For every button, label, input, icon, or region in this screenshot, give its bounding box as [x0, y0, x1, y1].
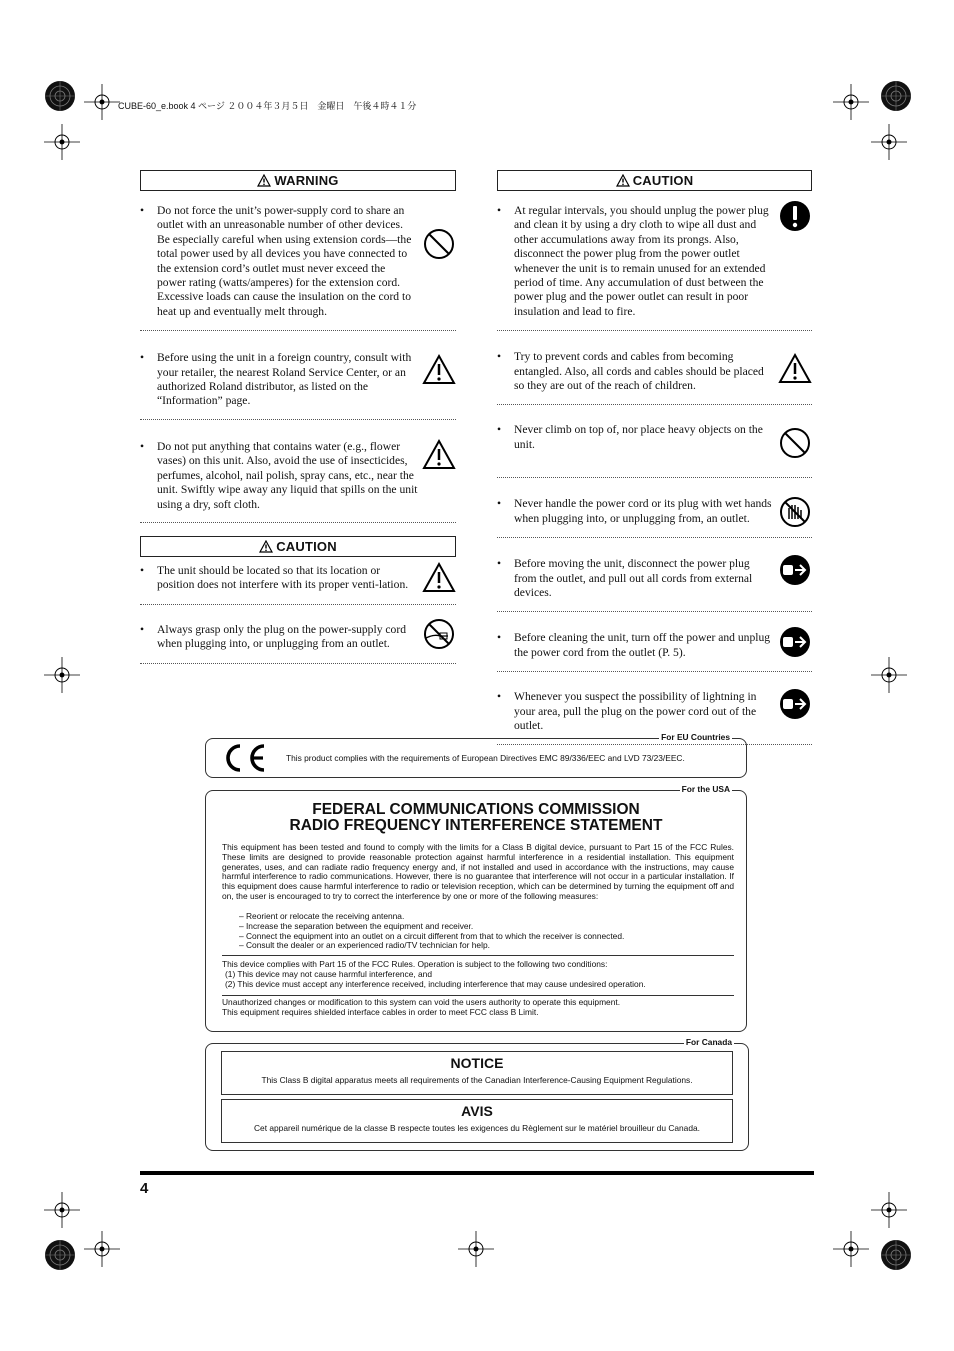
fcc-conditions [222, 960, 734, 989]
registration-mark-icon [833, 1231, 869, 1267]
eu-compliance-box [205, 732, 747, 778]
registration-mark-icon [833, 84, 869, 120]
warning-triangle-icon [778, 352, 812, 386]
bullet: • [140, 351, 145, 365]
bullet: • [140, 439, 145, 453]
warning-triangle-icon [422, 438, 456, 472]
measure-item: – Increase the separation between the equipment and receiver. [239, 920, 474, 931]
bullet: • [140, 204, 145, 217]
list-item [497, 489, 812, 538]
list-item [497, 623, 812, 672]
note-item: Unauthorized changes or modification to this system can void the users authority to operate this equipment. [222, 997, 621, 1007]
list-item [497, 549, 812, 612]
list-item [140, 204, 456, 331]
prohibition-icon [778, 426, 812, 460]
canada-box [205, 1037, 749, 1151]
left-column [140, 170, 456, 664]
list-item [140, 432, 456, 523]
eu-text: This product complies with the requirements of European Directives EMC 89/336/EEC and LVD 73/23/EEC. [286, 753, 685, 763]
print-header: CUBE-60_e.book 4 ページ ２００４年３月５日 金曜日 午後４時４１分 [118, 101, 417, 111]
item-text: At regular intervals, you should unplug the power plug and clean it by using a dry cloth to wipe all dust and other accumulations away from its prongs. Also, disconnect the power plug from the power outlet whenever the unit is to remain unused for an extended period of time. Any accumulation of dust between the power plug and the power outlet can result in poor insulation and lead to fire. [514, 204, 769, 318]
fcc-paragraph: This equipment has been tested and found to comply with the limits for a Class B digital device, pursuant to Part 15 of the FCC Rules. These limits are designed to provide reasonable protection against harmful interference in a residential installation. This equipment generates, uses, and can radiate radio frequency energy and, if not installed and used in accordance with the instructions, may cause harmful interference to radio communications. However, there is no guarantee that interference will not occur in a particular installation. If this equipment does cause harmful interference to radio or television reception, which can be determined by turning the equipment off and on, the user is encouraged to try to correct the interference by one or more of the following measures: [222, 842, 734, 901]
bullet: • [497, 423, 502, 437]
measure-item: – Connect the equipment into an outlet on a circuit different from that to which the receiver is connected. [239, 930, 625, 941]
bullet: • [140, 622, 145, 636]
warning-triangle-icon [616, 174, 630, 187]
fcc-statement-box [205, 784, 747, 1032]
usa-tag: For the USA [681, 784, 730, 794]
measure-item: – Consult the dealer or an experienced radio/TV technician for help. [239, 940, 490, 951]
prohibition-icon [422, 227, 456, 261]
registration-mark-icon [871, 1192, 907, 1228]
item-text: Always grasp only the plug on the power-supply cord when plugging into, or unplugging from an outlet. [157, 622, 406, 651]
bullet: • [140, 563, 145, 577]
mandatory-action-icon [778, 199, 812, 233]
unplug-icon [778, 687, 812, 721]
note-item: This equipment requires shielded interface cables in order to meet FCC class B Limit. [222, 1006, 539, 1017]
no-wet-hands-icon [778, 495, 812, 529]
warning-triangle-icon [257, 174, 271, 187]
condition-item: (2) This device must accept any interference received, including interference that may cause undesired operation. [225, 978, 646, 989]
unplug-icon [778, 625, 812, 659]
ce-mark-icon [220, 742, 268, 774]
registration-mark-icon [871, 124, 907, 160]
part15-intro: This device complies with Part 15 of the FCC Rules. Operation is subject to the following two conditions: [222, 959, 608, 969]
avis-title: AVIS [461, 1103, 493, 1119]
fcc-title [206, 802, 746, 834]
warning-triangle-icon [259, 540, 273, 553]
caution-header [497, 170, 812, 191]
page-number: 4 [140, 1180, 149, 1197]
warning-triangle-icon [422, 353, 456, 387]
list-item [140, 343, 456, 420]
avis-text: Cet appareil numérique de la classe B respecte toutes les exigences du Règlement sur le matériel brouilleur du Canada. [254, 1123, 700, 1133]
item-text: Try to prevent cords and cables from becoming entangled. Also, all cords and cables should be placed so they are out of the reach of children. [514, 350, 764, 393]
no-cord-pulling-icon [422, 617, 456, 651]
item-text: Before moving the unit, disconnect the power plug from the outlet, and pull out all cords from external devices. [514, 557, 753, 599]
measure-item: – Reorient or relocate the receiving antenna. [239, 911, 405, 921]
fcc-title-line-2: RADIO FREQUENCY INTERFERENCE STATEMENT [289, 817, 663, 834]
warning-header [140, 170, 456, 191]
color-target-icon [880, 80, 912, 112]
color-target-icon [44, 1239, 76, 1271]
bullet: • [497, 557, 502, 571]
item-text: Do not force the unit’s power-supply cord to share an outlet with an unreasonable number of other devices. Be especially careful when using extension cords—the total power used by all devices you have connected to the extension cord’s outlet must never exceed the power rating (watts/amperes) for the extension cord. Excessive loads can cause the insulation on the cord to heat up and eventually melt through. [157, 204, 412, 318]
item-text: Never handle the power cord or its plug with wet hands when plugging into, or unplugging from, an outlet. [514, 497, 772, 525]
right-column [497, 170, 812, 745]
registration-mark-icon [84, 84, 120, 120]
fcc-notes [222, 998, 734, 1018]
caution-header [140, 536, 456, 557]
avis-panel [221, 1099, 733, 1143]
divider [222, 995, 734, 996]
registration-mark-icon [44, 124, 80, 160]
item-text: Never climb on top of, nor place heavy objects on the unit. [514, 423, 763, 451]
item-text: The unit should be located so that its location or position does not interfere with its proper venti-lation. [157, 563, 409, 592]
bullet: • [497, 497, 502, 511]
bullet: • [497, 204, 502, 217]
caution-title: CAUTION [632, 173, 694, 188]
registration-mark-icon [871, 657, 907, 693]
item-text: Before cleaning the unit, turn off the power and unplug the power cord from the outlet (P. 5). [514, 631, 771, 659]
condition-item: (1) This device may not cause harmful interference, and [225, 968, 432, 979]
registration-mark-icon [458, 1231, 494, 1267]
unplug-icon [778, 553, 812, 587]
item-text: Before using the unit in a foreign country, consult with your retailer, the nearest Roland Service Center, or an authorized Roland distributor, as listed on the “Information” page. [157, 351, 412, 408]
list-item [497, 342, 812, 405]
list-item [497, 683, 812, 745]
fcc-title-line-1: FEDERAL COMMUNICATIONS COMMISSION [312, 801, 640, 818]
bullet: • [497, 631, 502, 645]
item-text: Do not put anything that contains water (e.g., flower vases) on this unit. Also, avoid the use of insecticides, perfumes, alcohol, nail polish, spray cans, etc., near the unit. Swiftly wipe away any liquid that spills on the unit using a dry, soft cloth. [157, 439, 418, 511]
color-target-icon [44, 80, 76, 112]
registration-mark-icon [44, 1192, 80, 1228]
notice-title: NOTICE [450, 1055, 504, 1071]
list-item [497, 416, 812, 478]
caution-title: CAUTION [276, 538, 337, 554]
notice-panel [221, 1051, 733, 1095]
footer-rule [140, 1171, 814, 1175]
warning-triangle-icon [422, 561, 456, 595]
eu-tag: For EU Countries [661, 732, 730, 742]
notice-text: This Class B digital apparatus meets all requirements of the Canadian Interference-Causing Equipment Regulations. [261, 1075, 693, 1085]
canada-tag: For Canada [685, 1037, 732, 1047]
item-text: Whenever you suspect the possibility of lightning in your area, pull the plug on the power cord out of the outlet. [514, 690, 757, 732]
bullet: • [497, 350, 502, 364]
list-item [140, 616, 456, 664]
list-item [140, 564, 456, 605]
list-item [497, 204, 812, 331]
warning-title: WARNING [274, 173, 339, 188]
registration-mark-icon [44, 657, 80, 693]
registration-mark-icon [84, 1231, 120, 1267]
divider [222, 955, 734, 956]
fcc-measures [239, 912, 739, 951]
color-target-icon [880, 1239, 912, 1271]
bullet: • [497, 690, 502, 704]
